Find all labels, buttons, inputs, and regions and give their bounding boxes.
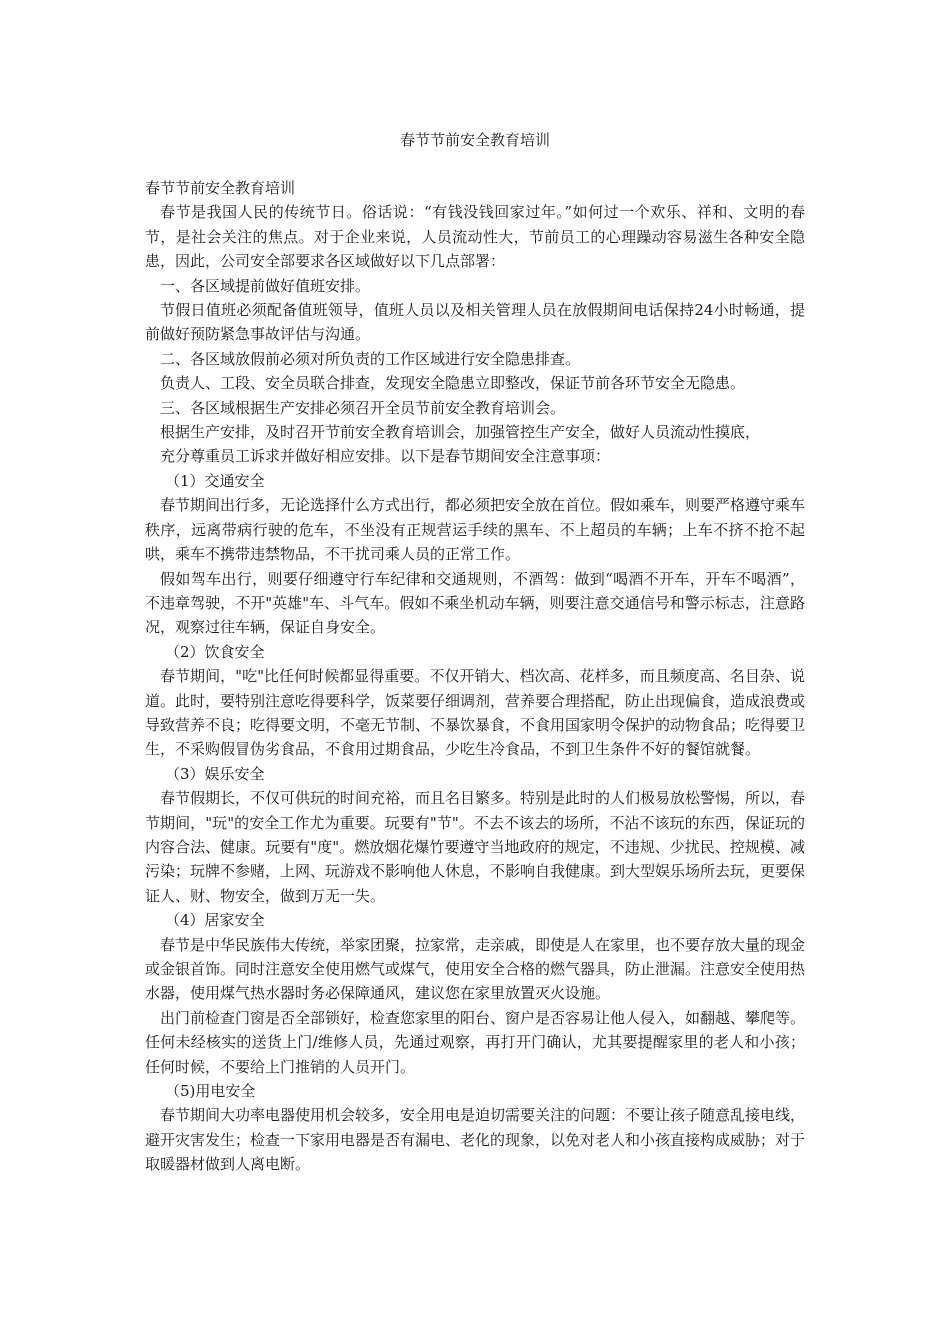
paragraph: 节假日值班必须配备值班领导，值班人员以及相关管理人员在放假期间电话保持24小时畅通，提前做好预防紧急事故评估与沟通。	[145, 301, 805, 344]
section-heading-2: 二、各区域放假前必须对所负责的工作区域进行安全隐患排查。	[160, 349, 581, 368]
paragraph-heading: 春节节前安全教育培训	[145, 179, 296, 197]
paragraph-intro: 春节是我国人民的传统节日。俗话说：“有钱没钱回家过年。”如何过一个欢乐、祥和、文明的春节，是社会关注的焦点。对于企业来说，人员流动性大，节前员工的心理躁动容易滋生各种安全隐患，因此，公司安全部要求各区域做好以下几点部署：	[145, 203, 805, 271]
document-title: 春节节前安全教育培训	[399, 131, 550, 149]
subsection-heading-traffic: （1）交通安全	[165, 471, 265, 490]
subsection-heading-home: （4）居家安全	[165, 911, 265, 930]
paragraph: 春节期间大功率电器使用机会较多，安全用电是迫切需要关注的问题：不要让孩子随意乱接电线，避开灾害发生；检查一下家用电器是否有漏电、老化的现象，以免对老人和小孩直接构成威胁；对于取暖器材做到人离电断。	[145, 1106, 806, 1174]
paragraph: 春节期间出行多，无论选择什么方式出行，都必须把安全放在首位。假如乘车，则要严格遵守乘车秩序，远离带病行驶的危车，不坐没有正规营运手续的黑车、不上超员的车辆；上车不挤不抢不起哄，乘车不携带违禁物品，不干扰司乘人员的正常工作。	[145, 496, 806, 564]
paragraph: 出门前检查门窗是否全部锁好，检查您家里的阳台、窗户是否容易让他人侵入，如翻越、攀爬等。任何未经核实的送货上门/维修人员，先通过观察，再打开门确认，尤其要提醒家里的老人和小孩；任何时候，不要给上门推销的人员开门。	[145, 1008, 806, 1076]
paragraph: 春节是中华民族伟大传统，举家团聚，拉家常，走亲戚，即使是人在家里，也不要存放大量的现金或金银首饰。同时注意安全使用燃气或煤气，使用安全合格的燃气器具，防止泄漏。注意安全使用热水器，使用煤气热水器时务必保障通风，建议您在家里放置灭火设施。	[145, 935, 806, 1003]
paragraph: 充分尊重员工诉求并做好相应安排。以下是春节期间安全注意事项：	[160, 447, 611, 466]
subsection-heading-food: （2）饮食安全	[165, 642, 265, 661]
paragraph: 负责人、工段、安全员联合排查，发现安全隐患立即整改，保证节前各环节安全无隐患。	[160, 374, 746, 393]
paragraph: 春节假期长，不仅可供玩的时间充裕，而且名目繁多。特别是此时的人们极易放松警惕，所以，春节期间，"玩"的安全工作尤为重要。玩要有"节"。不去不该去的场所，不沾不该玩的东西，保证玩的内容合法、健康。玩要有"度"。燃放烟花爆竹要遵守当地政府的规定，不违规、少扰民、控规模、减污染；玩牌不参赌，上网、玩游戏不影响他人休息，不影响自我健康。到大型娱乐场所去玩，更要保证人、财、物安全，做到万无一失。	[145, 789, 806, 905]
document-body	[145, 176, 805, 1177]
paragraph: 根据生产安排，及时召开节前安全教育培训会，加强管控生产安全，做好人员流动性摸底，	[160, 423, 761, 442]
section-heading-3: 三、各区域根据生产安排必须召开全员节前安全教育培训会。	[160, 398, 566, 417]
paragraph: 假如驾车出行，则要仔细遵守行车纪律和交通规则，不酒驾：做到“喝酒不开车，开车不喝酒”，不违章驾驶，不开"英雄"车、斗气车。假如不乘坐机动车辆，则要注意交通信号和警示标志，注意路况，观察过往车辆，保证自身安全。	[145, 569, 805, 637]
subsection-heading-electricity: （5)用电安全	[165, 1082, 256, 1101]
paragraph: 春节期间，"吃"比任何时候都显得重要。不仅开销大、档次高、花样多，而且频度高、名目杂、说道。此时，要特别注意吃得要科学，饭菜要仔细调剂，营养要合理搭配，防止出现偏食，造成浪费或导致营养不良；吃得要文明，不毫无节制、不暴饮暴食，不食用国家明令保护的动物食品；吃得要卫生，不采购假冒伪劣食品，不食用过期食品，少吃生冷食品，不到卫生条件不好的餐馆就餐。	[145, 667, 806, 759]
section-heading-1: 一、各区域提前做好值班安排。	[160, 276, 371, 295]
subsection-heading-entertainment: （3）娱乐安全	[165, 764, 265, 783]
